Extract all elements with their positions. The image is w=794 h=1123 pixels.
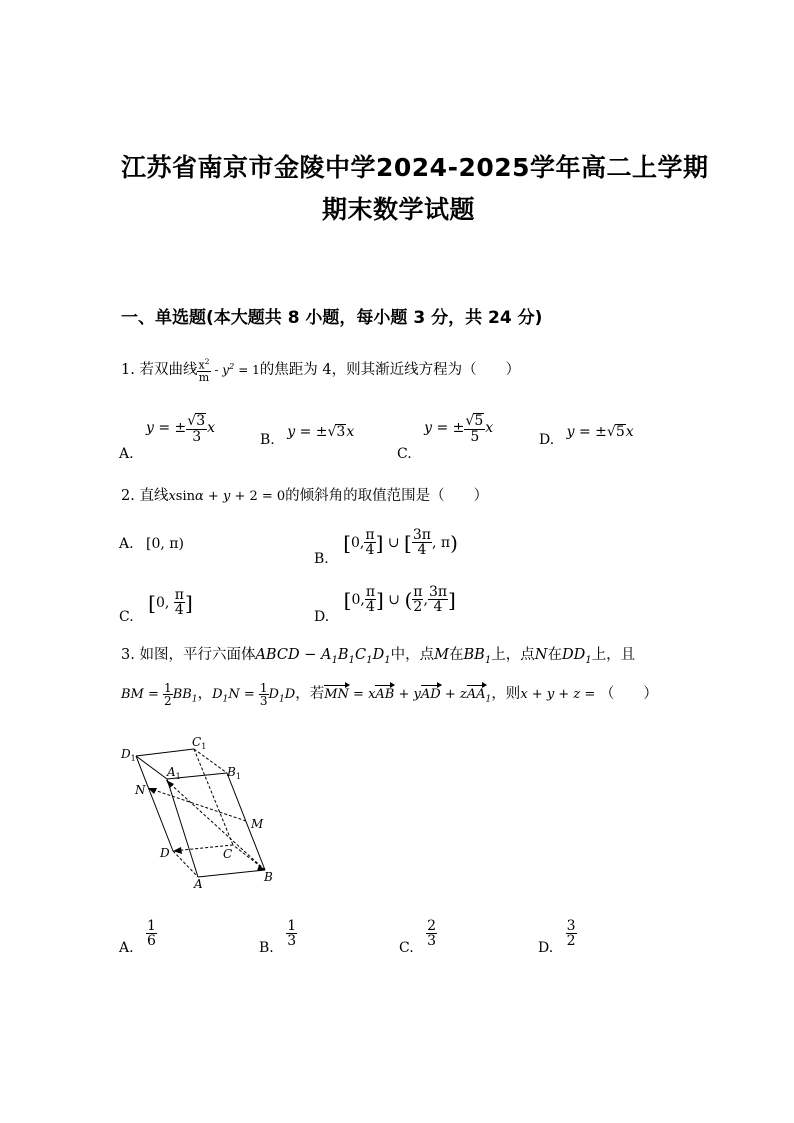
q1-option-b[interactable]: B. y = ±√3x: [260, 424, 355, 448]
question-number: 3.: [121, 647, 135, 663]
q2-option-d[interactable]: D. [0, $\frac{\pi}{4}$ ] ∪ ( $\frac{\pi}{2}$ , $\frac{3\pi}{4}$ ]: [314, 584, 456, 625]
option-label: B.: [259, 939, 274, 956]
arrowhead-A1: [166, 780, 174, 788]
question-text: 在: [449, 647, 464, 663]
option-label: D.: [539, 432, 555, 448]
question-text: 直线: [139, 488, 169, 504]
question-text: ，若: [295, 686, 325, 702]
label-D: D: [160, 846, 170, 860]
label-B1: $B_1$: [227, 765, 241, 781]
edge-A1A: [167, 779, 198, 877]
question-text: 的焦距为 4，则其渐近线方程为（ ）: [259, 362, 521, 378]
q2-option-c[interactable]: C. [0, $\frac{\pi}{4}$ ]: [119, 587, 193, 625]
label-B: B: [264, 870, 273, 884]
label-N: N: [135, 783, 146, 797]
page-title-line2: 期末数学试题: [322, 195, 476, 224]
page-title-line1: 江苏省南京市金陵中学2024-2025学年高二上学期: [121, 153, 709, 182]
q2-option-a[interactable]: A. [0, π): [119, 536, 184, 552]
q1-option-a[interactable]: A. y = ± $\frac{√3}{3}$ x: [119, 413, 216, 463]
q1-option-d[interactable]: D. y = ±√5x: [539, 424, 634, 448]
edge-C1C: [194, 749, 233, 845]
question-text: 上，点: [491, 647, 535, 663]
question-3-line1: 3. 如图，平行六面体ABCD − $A_1B_1C_1D_1$中，点M在$BB_1$上，点N在$DD_1$上，且: [121, 647, 636, 666]
parallelepiped-figure: [115, 735, 285, 895]
label-D1: $D_1$: [121, 747, 136, 763]
label-A1: $A_1$: [167, 765, 181, 781]
question-text: 在: [547, 647, 562, 663]
question-1: [121, 358, 520, 383]
question-3-line2: BM = $\frac{1}{2}$ $BB_1$，$D_1N$ = $\frac{1}{3}$ $D_1D$，若MN = xAB + yAD + zAA$_1$，则x + y + z = （ ）: [121, 681, 658, 708]
edge-D1C1: [136, 749, 194, 756]
q3-option-d[interactable]: D. $\frac{3}{2}$: [538, 918, 576, 956]
option-label: C.: [399, 939, 414, 956]
option-label: A.: [119, 939, 134, 956]
q3-option-c[interactable]: C. $\frac{2}{3}$: [399, 918, 437, 956]
question-2: [121, 484, 488, 505]
option-label: A.: [119, 446, 134, 463]
question-text: 如图，平行六面体: [139, 647, 256, 663]
option-label: D.: [538, 939, 554, 956]
question-number: 1.: [121, 362, 135, 378]
edge-AB: [198, 870, 265, 877]
option-label: D.: [314, 608, 330, 625]
option-label: B.: [314, 550, 329, 567]
q3-option-b[interactable]: B. $\frac{1}{3}$: [259, 918, 297, 956]
label-C: C: [223, 847, 233, 861]
question-text: 的倾斜角的取值范围是（ ）: [285, 488, 489, 504]
question-number: 2.: [121, 488, 135, 504]
label-C1: $C_1$: [192, 735, 207, 751]
question-text: 上，且: [591, 647, 636, 663]
question-text: 中，点: [390, 647, 435, 663]
line-equation: xsinα + y + 2 = 0: [168, 489, 286, 504]
option-label: B.: [260, 432, 275, 448]
option-label: C.: [397, 446, 412, 463]
question-text: 若双曲线: [139, 362, 198, 378]
option-label: C.: [119, 608, 134, 625]
option-label: A.: [119, 536, 134, 552]
label-A: A: [194, 877, 203, 891]
section-heading: 一、单选题(本大题共 8 小题，每小题 3 分，共 24 分): [121, 308, 543, 328]
q1-option-c[interactable]: C. y = ± $\frac{√5}{5}$ x: [397, 413, 494, 463]
question-text: ，则: [491, 686, 521, 702]
q2-option-b[interactable]: B. [0, $\frac{\pi}{4}$ ] ∪ [ $\frac{3\pi}{4}$ , π): [314, 527, 458, 567]
question-text: （ ）: [599, 686, 658, 702]
vector-MN: [148, 788, 246, 821]
q3-option-a[interactable]: A. $\frac{1}{6}$: [119, 918, 156, 956]
label-M: M: [251, 817, 264, 831]
hyperbola-equation: $\frac{x^2}{m}$ - $y^2 = 1$: [198, 357, 260, 384]
